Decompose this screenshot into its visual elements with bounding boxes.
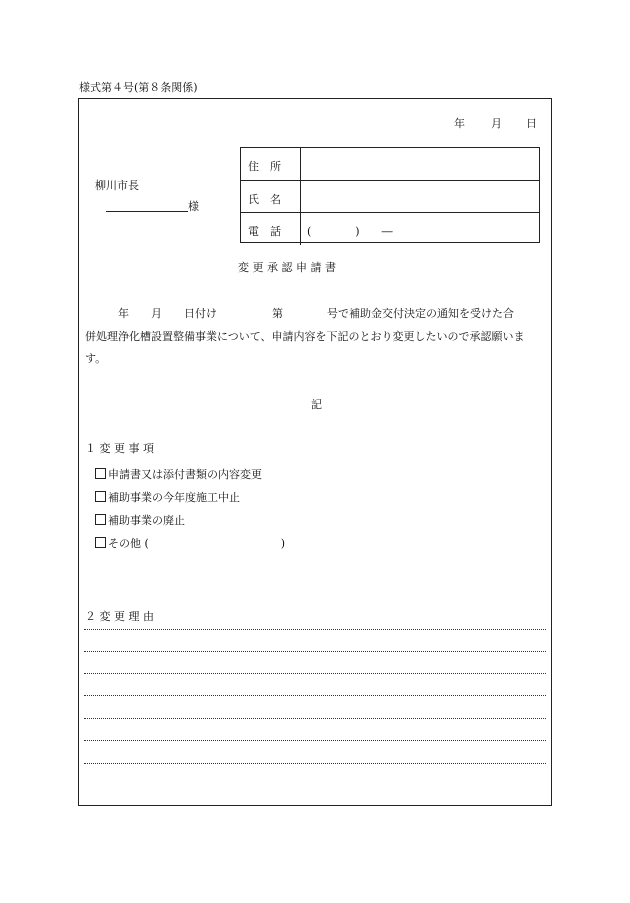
reason-line[interactable] <box>84 718 546 719</box>
name-label: 氏 名 <box>248 193 281 206</box>
date-year-label: 年 <box>454 117 465 130</box>
body-line-2: 併処理浄化槽設置整備事業について、申請内容を下記のとおり変更したいので承認願いま <box>85 329 525 343</box>
date-line <box>454 118 537 129</box>
check-item-other[interactable]: その他 ( ) <box>95 535 285 551</box>
reason-line[interactable] <box>84 740 546 741</box>
addressee-honorific: 様 <box>188 200 199 213</box>
reason-line[interactable] <box>84 651 546 652</box>
date-month-label: 月 <box>491 117 502 130</box>
addressee-underline <box>106 211 188 212</box>
name-field[interactable] <box>301 181 539 213</box>
name-row <box>241 180 539 213</box>
ki-heading: 記 <box>311 398 322 411</box>
tel-value: ( ) ― <box>307 225 393 238</box>
address-field[interactable] <box>301 148 539 180</box>
applicant-info-table <box>240 147 540 243</box>
reason-line[interactable] <box>84 673 546 674</box>
checkbox[interactable] <box>95 468 106 479</box>
check-item-suspend[interactable]: 補助事業の今年度施工中止 <box>95 489 240 505</box>
body-line-1: 年 月 日付け 第 号で補助金交付決定の通知を受けた合 <box>85 307 514 320</box>
form-number-label: 様式第４号(第８条関係) <box>79 81 198 94</box>
document-title: 変 更 承 認 申 請 書 <box>238 261 336 274</box>
check-item-abolish[interactable]: 補助事業の廃止 <box>95 512 185 528</box>
date-day-label: 日 <box>526 117 537 130</box>
request-body <box>85 303 550 371</box>
body-line-3: す。 <box>85 352 107 365</box>
tel-row <box>241 212 539 245</box>
reason-line[interactable] <box>84 763 546 764</box>
check-item-content-change[interactable]: 申請書又は添付書類の内容変更 <box>95 466 262 482</box>
address-row <box>241 148 539 180</box>
section2-heading: ２ 変 更 理 由 <box>85 610 154 623</box>
address-label: 住 所 <box>248 160 281 173</box>
section1-heading: １ 変 更 事 項 <box>85 442 154 455</box>
checkbox[interactable] <box>95 537 106 548</box>
addressee-name: 柳川市長 <box>95 179 139 192</box>
checkbox[interactable] <box>95 514 106 525</box>
checkbox[interactable] <box>95 491 106 502</box>
tel-label: 電 話 <box>248 225 281 238</box>
reason-line[interactable] <box>84 695 546 696</box>
tel-field[interactable] <box>301 213 539 245</box>
reason-line[interactable] <box>84 629 546 630</box>
